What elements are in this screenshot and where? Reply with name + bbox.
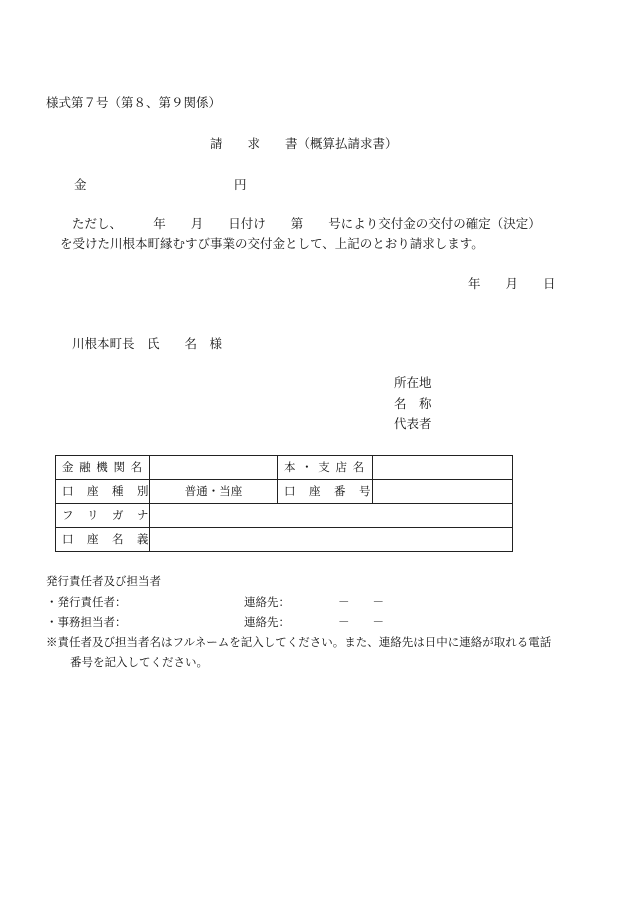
table-row bbox=[56, 504, 513, 528]
staff-contact-label: 連絡先： bbox=[244, 615, 290, 629]
table-row bbox=[56, 456, 513, 480]
issuer-phone: － － bbox=[338, 595, 384, 609]
account-holder-label: 口 座 名 義 bbox=[56, 528, 150, 552]
staff-phone: － － bbox=[338, 615, 384, 629]
representative-label: 代表者 bbox=[394, 416, 432, 431]
furigana-label: フ リ ガ ナ bbox=[56, 504, 150, 528]
institution-label: 金 融 機 関 名 bbox=[56, 456, 150, 480]
document-title: 請 求 書（概算払請求書） bbox=[210, 136, 398, 151]
account-type-value[interactable]: 普通・当座 bbox=[150, 480, 278, 504]
body-line-1: ただし、 年 月 日付け 第 号により交付金の交付の確定（決定） bbox=[72, 216, 541, 231]
note-line-1: ※責任者及び担当者名はフルネームを記入してください。また、連絡先は日中に連絡が取れる電話 bbox=[46, 635, 552, 649]
address-label: 所在地 bbox=[394, 375, 432, 390]
furigana-field[interactable] bbox=[150, 504, 513, 528]
issuer-role: ・発行責任者： bbox=[46, 595, 127, 609]
table-row bbox=[56, 528, 513, 552]
account-number-field[interactable] bbox=[373, 480, 513, 504]
branch-label: 本 ・ 支 店 名 bbox=[278, 456, 373, 480]
table-row bbox=[56, 480, 513, 504]
addressee: 川根本町長 氏 名 様 bbox=[72, 336, 223, 351]
issuer-contact-label: 連絡先： bbox=[244, 595, 290, 609]
form-number: 様式第７号（第８、第９関係） bbox=[46, 95, 222, 110]
amount-prefix: 金 bbox=[74, 177, 87, 192]
account-number-label: 口 座 番 号 bbox=[278, 480, 373, 504]
note-line-2: 番号を記入してください。 bbox=[70, 655, 208, 669]
date-line: 年 月 日 bbox=[468, 276, 556, 291]
contacts-heading: 発行責任者及び担当者 bbox=[46, 574, 161, 588]
institution-field[interactable] bbox=[150, 456, 278, 480]
account-type-label: 口 座 種 別 bbox=[56, 480, 150, 504]
bank-account-table bbox=[55, 455, 513, 552]
amount-unit: 円 bbox=[234, 177, 247, 192]
branch-field[interactable] bbox=[373, 456, 513, 480]
body-line-2: を受けた川根本町縁むすび事業の交付金として、上記のとおり請求します。 bbox=[60, 236, 484, 251]
staff-role: ・事務担当者： bbox=[46, 615, 127, 629]
name-label: 名 称 bbox=[394, 396, 432, 411]
account-holder-field[interactable] bbox=[150, 528, 513, 552]
